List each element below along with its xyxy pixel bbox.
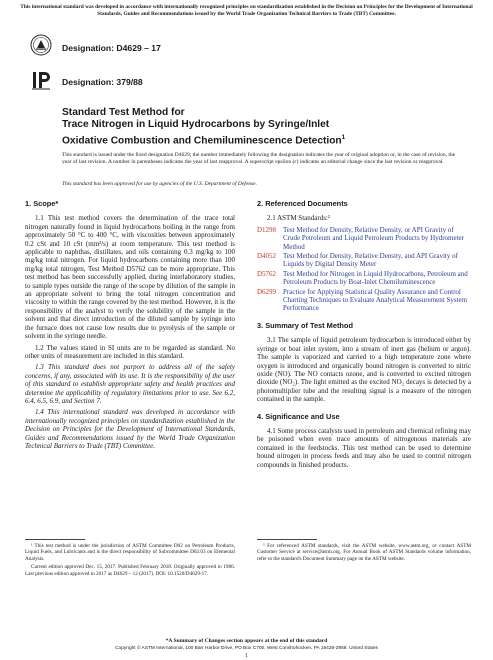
header-notice: This international standard was developed in accordance with internationally recognized principles on standardization established in the Decision on Principles for the Development of International Standards, Guides and Recommendations issued by the World Trade Organization Technical Barriers to Trade (TBT) Committee. [20,4,473,17]
copyright-line: Copyright © ASTM International, 100 Barr Harbor Drive, PO Box C700, West Conshohocken, PA 19428-2959. United States [115,646,378,651]
title-line-1: Standard Test Method for [62,107,185,118]
title-line-3: Oxidative Combustion and Chemiluminescence Detection$^1$ [62,133,346,147]
reference-code-link[interactable]: D6299 [257,287,277,296]
footnotes-left [25,543,235,579]
summary-heading: 3. Summary of Test Method [257,320,353,330]
designation-ip: Designation: 379/88 [62,77,143,87]
approved-note: This standard has been approved for use by agencies of the U.S. Department of Defense. [62,181,257,187]
footnotes-right [257,543,471,564]
designation-astm: Designation: D4629 – 17 [62,43,161,53]
document-title [62,107,462,148]
summary-of-changes-note: *A Summary of Changes section appears at the end of this standard [165,638,328,644]
footnote-1: ¹ This test method is under the jurisdiction of ASTM Committee D02 on Petroleum Products, Liquid Fuels, and Lubricants and is the direct responsibility of Subcommittee D02.03 on Elemental Analysis. [25,543,235,562]
footnote-divider [257,539,317,540]
significance-heading: 4. Significance and Use [257,411,340,421]
reference-code-link[interactable]: D1298 [257,225,277,234]
reference-item[interactable] [257,252,471,269]
reference-item[interactable] [257,288,471,313]
scope-paragraph-1: 1.1 This test method covers the determination of the trace total nitrogen naturally found in liquid hydrocarbons boiling in the range from approximately 50 °C to 400 °C, with viscosities between approximately 0.2 cSt and 10 cSt (mm²/s) at room temperature. This test method is applicable to naphthas, distillates, and oils containing 0.3 mg/kg to 100 mg/kg total nitrogen. For liquid hydrocarbons containing more than 100 mg/kg total nitrogen, Test Method D5762 can be more appropriate. This test method has been successfully applied, during interlaboratory studies, to sample types outside the range of the scope by dilution of the sample in an appropriate solvent to bring the total nitrogen concentration and viscosity to within the range covered by the test method. However, it is the responsibility of the analyst to verify the solubility of the sample in the solvent and that direct introduction of the diluted sample by syringe into the furnace does not cause low results due to pyrolysis of the sample or solvent in the syringe needle. [25,214,235,341]
reference-title[interactable]: Test Method for Nitrogen in Liquid Hydrocarbons, Petroleum and Petroleum Products by Boat-Inlet Chemiluminescence [283,269,468,287]
referenced-intro: 2.1 ASTM Standards:² [267,214,330,223]
referenced-heading: 2. Referenced Documents [257,199,348,208]
scope-paragraph-4: 1.4 This international standard was developed in accordance with internationally recognized principles on standardization established in the Decision on Principles for the Development of International Standards, Guides and Recommendations issued by the World Trade Organization Technical Barriers to Trade (TBT) Committee. [25,408,235,450]
summary-paragraph: 3.1 The sample of liquid petroleum hydrocarbon is introduced either by syringe or boat inlet system, into a stream of inert gas (helium or argon). The sample is vaporized and carried to a high temperature zone where oxygen is introduced and organically bound nitrogen is converted to nitric oxide (NO). The NO contacts ozone, and is converted to excited nitrogen dioxide (NO₂). The light emitted as the excited NO₂ decays is detected by a photomultiplier tube and the resulting signal is a measure of the nitrogen contained in the sample. [257,336,471,404]
reference-title[interactable]: Practice for Applying Statistical Quality Assurance and Control Charting Techniques to Evaluate Analytical Measurement System Performance [283,287,468,313]
title-line-2: Trace Nitrogen in Liquid Hydrocarbons by Syringe/Inlet [62,119,330,131]
right-column [257,200,471,472]
scope-paragraph-2: 1.2 The values stated in SI units are to be regarded as standard. No other units of measurement are included in this standard. [25,343,235,360]
scope-heading: 1. Scope* [25,199,59,208]
reference-title[interactable]: Test Method for Density, Relative Density, and API Gravity of Liquids by Digital Density Meter [283,252,458,269]
ip-logo-icon [30,69,52,91]
scope-paragraph-3: 1.3 This standard does not purport to address all of the safety concerns, if any, associated with its use. It is the responsibility of the user of this standard to establish appropriate safety and health practices and determine the applicability of regulatory limitations prior to use. See 6.2, 6.4, 6.5, 6.9, and Section 7. [25,363,235,405]
reference-code-link[interactable]: D5762 [257,269,277,278]
left-column [25,200,235,453]
reference-item[interactable] [257,270,471,287]
significance-paragraph: 4.1 Some process catalysts used in petroleum and chemical refining may be poisoned when even trace amounts of nitrogenous materials are contained in the feedstocks. This test method can be used to determine bound nitrogen in process feeds and may also be used to control nitrogen compounds in finished products. [257,426,471,469]
footnote-2: ² For referenced ASTM standards, visit the ASTM website, www.astm.org, or contact ASTM Customer Service at service@astm.org. For Annual Book of ASTM Standards volume information, refer to the standard's Document Summary page on the ASTM website. [257,543,471,562]
reference-item[interactable] [257,226,471,251]
standard-note: This standard is issued under the fixed designation D4629; the number immediately following the designation indicates the year of original adoption or, in the case of revision, the year of last revision. A number in parentheses indicates the year of last reapproval. A superscript epsilon (ε) indicates an editorial change since the last revision or reapproval. [62,152,456,165]
footnote-divider [25,539,85,540]
reference-title[interactable]: Test Method for Density, Relative Density, or API Gravity of Crude Petroleum and Liquid Petroleum Products by Hydrometer Method [283,225,464,251]
reference-code-link[interactable]: D4052 [257,252,277,261]
astm-logo-icon [30,34,52,56]
page-number: 1 [245,653,248,659]
footnote-1-edition: Current edition approved Dec. 15, 2017. Published February 2018. Originally approved in 1986. Last previous edition approved in 2017 as D4629 – 12 (2017). DOI: 10.1520/D4629-17. [25,564,235,577]
